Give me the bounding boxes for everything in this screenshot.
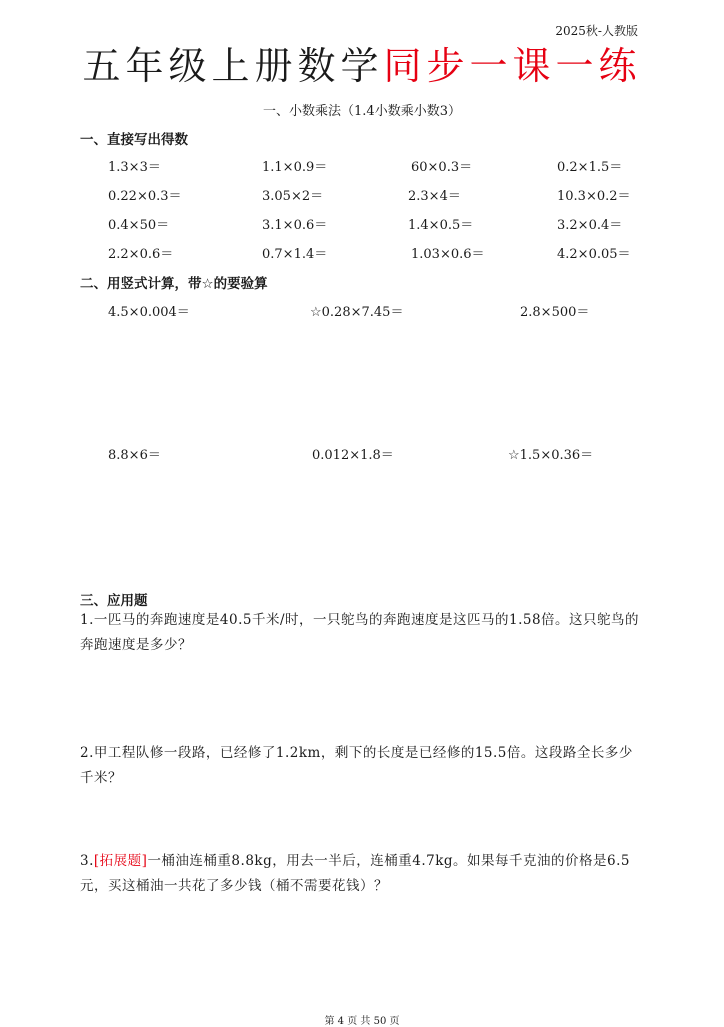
extension-tag: [拓展题] xyxy=(93,853,148,869)
problem-number: 3. xyxy=(80,853,94,869)
oral-item: 1.03×0.6＝ xyxy=(411,247,485,262)
problem-text: 甲工程队修一段路，已经修了1.2km，剩下的长度是已经修的15.5倍。这段路全长多少千米？ xyxy=(80,745,633,786)
title-highlight: 同步一课一练 xyxy=(383,44,642,88)
section3-heading: 三、应用题 xyxy=(80,593,148,609)
oral-item: 3.1×0.6＝ xyxy=(262,218,328,233)
word-problem xyxy=(80,849,646,899)
problem-text: 一匹马的奔跑速度是40.5千米/时，一只鸵鸟的奔跑速度是这匹马的1.58倍。这只鸵鸟的奔跑速度是多少？ xyxy=(80,612,640,653)
problem-number: 2. xyxy=(80,745,94,761)
vertical-calc-item: 0.012×1.8＝ xyxy=(312,448,394,463)
word-problem xyxy=(80,608,646,658)
problem-number: 1. xyxy=(80,612,94,628)
vertical-calc-item: ☆1.5×0.36＝ xyxy=(508,448,594,463)
section1-heading: 一、直接写出得数 xyxy=(80,132,188,148)
oral-item: 4.2×0.05＝ xyxy=(557,247,631,262)
vertical-calc-item: 4.5×0.004＝ xyxy=(108,305,190,320)
oral-item: 3.05×2＝ xyxy=(262,189,324,204)
word-problem xyxy=(80,741,646,791)
oral-item: 60×0.3＝ xyxy=(411,160,473,175)
page-title xyxy=(0,44,724,90)
oral-item: 3.2×0.4＝ xyxy=(557,218,623,233)
oral-item: 2.2×0.6＝ xyxy=(108,247,174,262)
page-number: 第 4 页 共 50 页 xyxy=(324,1016,400,1027)
oral-item: 0.7×1.4＝ xyxy=(262,247,328,262)
section2-heading: 二、用竖式计算，带☆的要验算 xyxy=(80,276,268,292)
oral-item: 0.2×1.5＝ xyxy=(557,160,623,175)
oral-item: 1.1×0.9＝ xyxy=(262,160,328,175)
vertical-calc-item: 2.8×500＝ xyxy=(520,305,590,320)
oral-item: 1.3×3＝ xyxy=(108,160,161,175)
title-main: 五年级上册数学 xyxy=(82,44,384,88)
oral-item: 10.3×0.2＝ xyxy=(557,189,631,204)
lesson-subtitle: 一、小数乘法（1.4小数乘小数3） xyxy=(263,104,461,119)
problem-text: 一桶油连桶重8.8kg，用去一半后，连桶重4.7kg。如果每千克油的价格是6.5元，买这桶油一共花了多少钱（桶不需要花钱）？ xyxy=(80,853,630,894)
oral-item: 1.4×0.5＝ xyxy=(408,218,474,233)
edition-label: 2025秋-人教版 xyxy=(555,24,638,38)
vertical-calc-item: 8.8×6＝ xyxy=(108,448,161,463)
vertical-calc-item: ☆0.28×7.45＝ xyxy=(310,305,404,320)
oral-item: 2.3×4＝ xyxy=(408,189,461,204)
oral-item: 0.22×0.3＝ xyxy=(108,189,182,204)
oral-item: 0.4×50＝ xyxy=(108,218,170,233)
